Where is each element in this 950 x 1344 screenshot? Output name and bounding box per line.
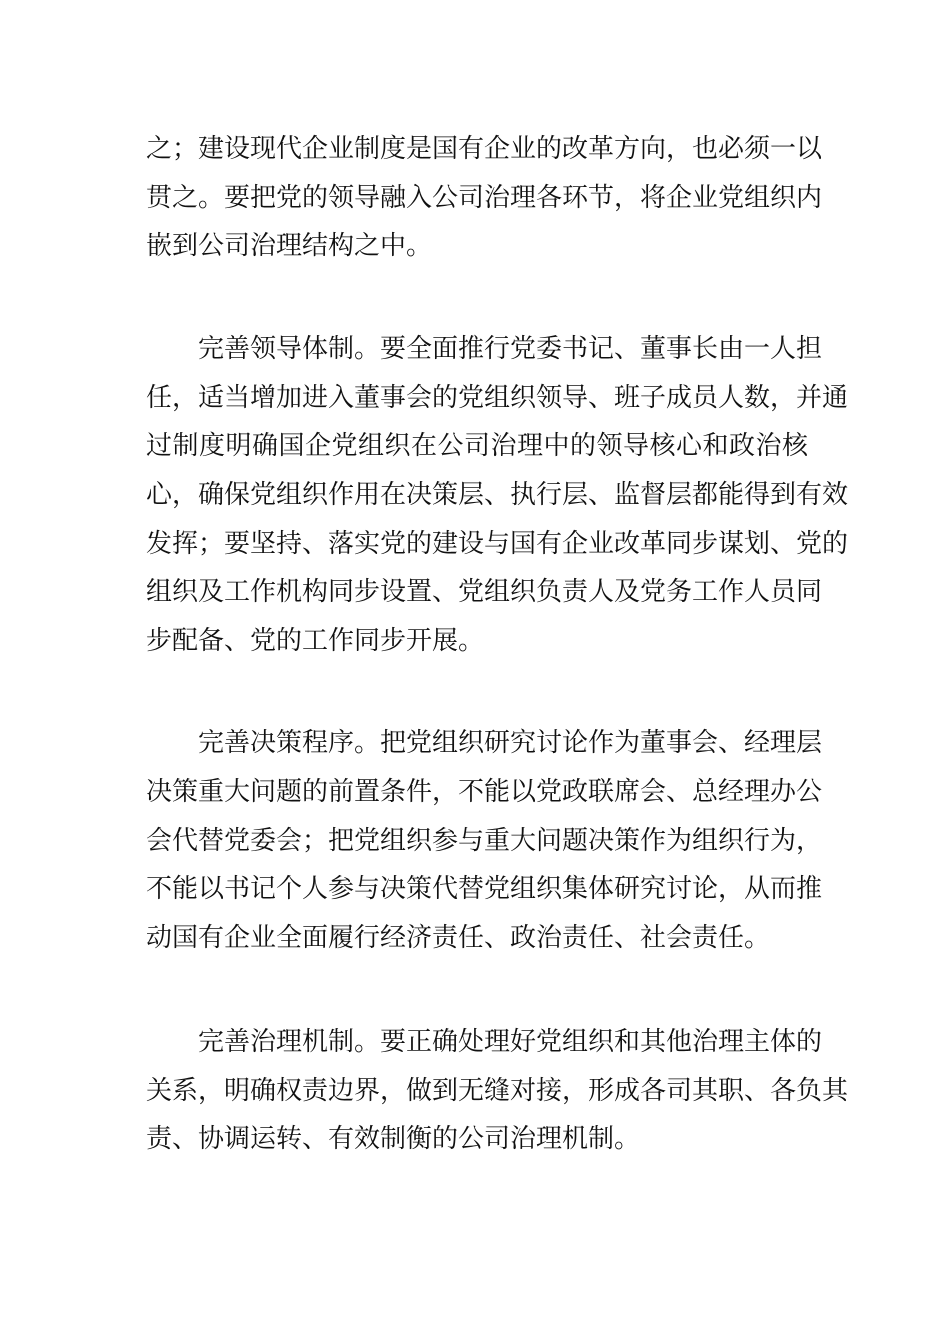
paragraph-2-line-1: 完善领导体制。要全面推行党委书记、董事长由一人担: [146, 334, 823, 364]
paragraph-1-line-2: 贯之。要把党的领导融入公司治理各环节，将企业党组织内: [146, 183, 823, 213]
paragraph-2-line-6: 组织及工作机构同步设置、党组织负责人及党务工作人员同: [146, 577, 823, 607]
paragraph-3-line-3: 会代替党委会；把党组织参与重大问题决策作为组织行为，: [146, 826, 823, 856]
paragraph-2-line-5: 发挥；要坚持、落实党的建设与国有企业改革同步谋划、党的: [146, 529, 849, 559]
paragraph-1-line-1: 之；建设现代企业制度是国有企业的改革方向，也必须一以: [146, 134, 823, 164]
paragraph-4-line-2: 关系，明确权责边界，做到无缝对接，形成各司其职、各负其: [146, 1076, 849, 1106]
paragraph-4-line-1: 完善治理机制。要正确处理好党组织和其他治理主体的: [146, 1027, 823, 1057]
paragraph-4-line-3: 责、协调运转、有效制衡的公司治理机制。: [146, 1124, 641, 1154]
paragraph-1-line-3: 嵌到公司治理结构之中。: [146, 231, 433, 261]
paragraph-2-line-4: 心，确保党组织作用在决策层、执行层、监督层都能得到有效: [146, 480, 849, 510]
paragraph-2-line-3: 过制度明确国企党组织在公司治理中的领导核心和政治核: [146, 431, 808, 461]
paragraph-3-line-4: 不能以书记个人参与决策代替党组织集体研究讨论，从而推: [146, 874, 823, 904]
paragraph-3-line-2: 决策重大问题的前置条件，不能以党政联席会、总经理办公: [146, 777, 823, 807]
paragraph-2-line-2: 任，适当增加进入董事会的党组织领导、班子成员人数，并通: [146, 383, 849, 413]
paragraph-2-line-7: 步配备、党的工作同步开展。: [146, 626, 485, 656]
paragraph-3-line-5: 动国有企业全面履行经济责任、政治责任、社会责任。: [146, 923, 771, 953]
paragraph-3-line-1: 完善决策程序。把党组织研究讨论作为董事会、经理层: [146, 728, 823, 758]
